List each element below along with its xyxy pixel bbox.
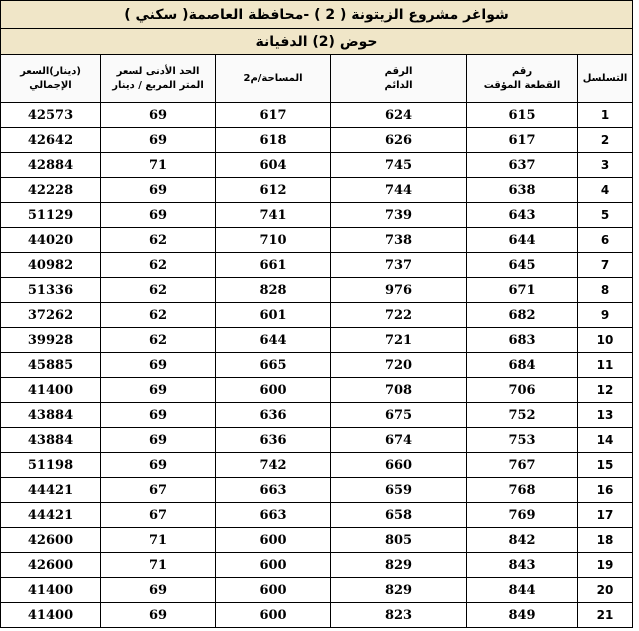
cell-area: 636 — [216, 428, 331, 453]
cell-area: 604 — [216, 153, 331, 178]
cell-temp-plot: 849 — [467, 603, 578, 628]
cell-area: 828 — [216, 278, 331, 303]
cell-area: 618 — [216, 128, 331, 153]
table-row — [1, 528, 633, 553]
cell-total-price: 42642 — [1, 128, 101, 153]
cell-total-price: 51336 — [1, 278, 101, 303]
table-row — [1, 353, 633, 378]
cell-total-price: 39928 — [1, 328, 101, 353]
table-row — [1, 603, 633, 628]
cell-temp-plot: 638 — [467, 178, 578, 203]
cell-serial: 9 — [578, 303, 633, 328]
cell-area: 601 — [216, 303, 331, 328]
cell-perm-number: 823 — [331, 603, 467, 628]
basin-subtitle: حوض (2) الدفيانة — [1, 29, 633, 55]
cell-perm-number: 744 — [331, 178, 467, 203]
table-row — [1, 128, 633, 153]
cell-total-price: 44020 — [1, 228, 101, 253]
table-row — [1, 378, 633, 403]
cell-perm-number: 829 — [331, 578, 467, 603]
header-perm-number — [331, 55, 467, 103]
header-min-price — [101, 55, 216, 103]
cell-temp-plot: 767 — [467, 453, 578, 478]
cell-perm-number: 721 — [331, 328, 467, 353]
table-row — [1, 503, 633, 528]
cell-min-price: 62 — [101, 303, 216, 328]
cell-area: 600 — [216, 378, 331, 403]
cell-total-price: 51129 — [1, 203, 101, 228]
cell-perm-number: 660 — [331, 453, 467, 478]
cell-serial: 5 — [578, 203, 633, 228]
cell-perm-number: 720 — [331, 353, 467, 378]
cell-area: 600 — [216, 553, 331, 578]
header-temp-plot-line2: القطعة المؤقت — [483, 79, 561, 91]
header-min-price-line1: الحد الأدنى لسعر — [116, 65, 200, 77]
cell-total-price: 42573 — [1, 103, 101, 128]
cell-serial: 12 — [578, 378, 633, 403]
cell-total-price: 42600 — [1, 528, 101, 553]
cell-perm-number: 739 — [331, 203, 467, 228]
cell-area: 663 — [216, 503, 331, 528]
cell-min-price: 71 — [101, 153, 216, 178]
cell-total-price: 44421 — [1, 478, 101, 503]
cell-area: 600 — [216, 528, 331, 553]
header-serial-label: التسلسل — [582, 72, 628, 84]
cell-min-price: 69 — [101, 178, 216, 203]
cell-perm-number: 675 — [331, 403, 467, 428]
cell-perm-number: 976 — [331, 278, 467, 303]
cell-min-price: 62 — [101, 253, 216, 278]
cell-total-price: 42600 — [1, 553, 101, 578]
cell-temp-plot: 842 — [467, 528, 578, 553]
title-row — [1, 1, 633, 29]
cell-perm-number: 737 — [331, 253, 467, 278]
cell-area: 644 — [216, 328, 331, 353]
table-row — [1, 203, 633, 228]
cell-total-price: 37262 — [1, 303, 101, 328]
cell-perm-number: 624 — [331, 103, 467, 128]
cell-total-price: 51198 — [1, 453, 101, 478]
cell-perm-number: 674 — [331, 428, 467, 453]
cell-serial: 6 — [578, 228, 633, 253]
cell-serial: 19 — [578, 553, 633, 578]
cell-temp-plot: 637 — [467, 153, 578, 178]
cell-temp-plot: 644 — [467, 228, 578, 253]
cell-temp-plot: 617 — [467, 128, 578, 153]
cell-temp-plot: 753 — [467, 428, 578, 453]
table-row — [1, 278, 633, 303]
cell-total-price: 40982 — [1, 253, 101, 278]
cell-area: 612 — [216, 178, 331, 203]
table-row — [1, 578, 633, 603]
cell-serial: 10 — [578, 328, 633, 353]
cell-min-price: 69 — [101, 128, 216, 153]
cell-area: 663 — [216, 478, 331, 503]
cell-serial: 2 — [578, 128, 633, 153]
cell-temp-plot: 643 — [467, 203, 578, 228]
table-row — [1, 303, 633, 328]
cell-temp-plot: 769 — [467, 503, 578, 528]
header-perm-line1: الرقم — [384, 65, 413, 77]
cell-temp-plot: 683 — [467, 328, 578, 353]
cell-serial: 15 — [578, 453, 633, 478]
header-perm-line2: الدائم — [384, 79, 413, 91]
cell-serial: 1 — [578, 103, 633, 128]
cell-area: 710 — [216, 228, 331, 253]
cell-serial: 14 — [578, 428, 633, 453]
table-row — [1, 178, 633, 203]
cell-serial: 7 — [578, 253, 633, 278]
cell-serial: 13 — [578, 403, 633, 428]
header-temp-plot — [467, 55, 578, 103]
cell-perm-number: 658 — [331, 503, 467, 528]
cell-total-price: 43884 — [1, 428, 101, 453]
cell-temp-plot: 844 — [467, 578, 578, 603]
cell-min-price: 62 — [101, 328, 216, 353]
cell-perm-number: 626 — [331, 128, 467, 153]
subtitle-row — [1, 29, 633, 55]
cell-total-price: 42228 — [1, 178, 101, 203]
cell-min-price: 69 — [101, 353, 216, 378]
table-row — [1, 103, 633, 128]
cell-serial: 11 — [578, 353, 633, 378]
cell-area: 617 — [216, 103, 331, 128]
table-row — [1, 253, 633, 278]
cell-min-price: 67 — [101, 503, 216, 528]
table-row — [1, 328, 633, 353]
cell-perm-number: 659 — [331, 478, 467, 503]
cell-min-price: 69 — [101, 203, 216, 228]
cell-temp-plot: 645 — [467, 253, 578, 278]
cell-area: 741 — [216, 203, 331, 228]
cell-temp-plot: 684 — [467, 353, 578, 378]
cell-temp-plot: 843 — [467, 553, 578, 578]
table-row — [1, 403, 633, 428]
cell-min-price: 69 — [101, 403, 216, 428]
cell-perm-number: 722 — [331, 303, 467, 328]
table-row — [1, 428, 633, 453]
cell-area: 742 — [216, 453, 331, 478]
cell-total-price: 41400 — [1, 603, 101, 628]
cell-min-price: 69 — [101, 103, 216, 128]
header-min-price-line2: المتر المربع / دينار — [112, 79, 204, 91]
table-row — [1, 153, 633, 178]
cell-serial: 21 — [578, 603, 633, 628]
cell-perm-number: 738 — [331, 228, 467, 253]
cell-temp-plot: 615 — [467, 103, 578, 128]
cell-temp-plot: 706 — [467, 378, 578, 403]
cell-area: 661 — [216, 253, 331, 278]
cell-area: 600 — [216, 578, 331, 603]
header-total-label: (دينار)السعر الإجمالي — [20, 65, 81, 91]
cell-perm-number: 745 — [331, 153, 467, 178]
cell-min-price: 71 — [101, 528, 216, 553]
header-serial — [578, 55, 633, 103]
cell-perm-number: 708 — [331, 378, 467, 403]
cell-total-price: 44421 — [1, 503, 101, 528]
header-total-price — [1, 55, 101, 103]
cell-min-price: 69 — [101, 603, 216, 628]
header-area-label: المساحة/م2 — [243, 72, 303, 84]
cell-area: 665 — [216, 353, 331, 378]
cell-serial: 4 — [578, 178, 633, 203]
table-row — [1, 553, 633, 578]
cell-serial: 18 — [578, 528, 633, 553]
cell-temp-plot: 671 — [467, 278, 578, 303]
cell-min-price: 69 — [101, 378, 216, 403]
cell-total-price: 42884 — [1, 153, 101, 178]
cell-serial: 20 — [578, 578, 633, 603]
table-row — [1, 478, 633, 503]
cell-serial: 3 — [578, 153, 633, 178]
table-row — [1, 228, 633, 253]
cell-serial: 16 — [578, 478, 633, 503]
table-row — [1, 453, 633, 478]
cell-total-price: 41400 — [1, 578, 101, 603]
cell-min-price: 62 — [101, 278, 216, 303]
cell-serial: 8 — [578, 278, 633, 303]
cell-min-price: 71 — [101, 553, 216, 578]
cell-min-price: 69 — [101, 453, 216, 478]
cell-perm-number: 829 — [331, 553, 467, 578]
cell-min-price: 67 — [101, 478, 216, 503]
cell-total-price: 43884 — [1, 403, 101, 428]
cell-area: 600 — [216, 603, 331, 628]
cell-total-price: 45885 — [1, 353, 101, 378]
cell-temp-plot: 682 — [467, 303, 578, 328]
cell-serial: 17 — [578, 503, 633, 528]
page-title: شواغر مشروع الزيتونة ( 2 ) -محافظة العاصمة( سكني ) — [1, 1, 633, 29]
header-temp-plot-line1: رقم — [511, 65, 533, 77]
cell-perm-number: 805 — [331, 528, 467, 553]
cell-min-price: 62 — [101, 228, 216, 253]
cell-total-price: 41400 — [1, 378, 101, 403]
cell-temp-plot: 768 — [467, 478, 578, 503]
cell-min-price: 69 — [101, 578, 216, 603]
column-header-row — [1, 55, 633, 103]
cell-area: 636 — [216, 403, 331, 428]
cell-min-price: 69 — [101, 428, 216, 453]
cell-temp-plot: 752 — [467, 403, 578, 428]
header-area — [216, 55, 331, 103]
